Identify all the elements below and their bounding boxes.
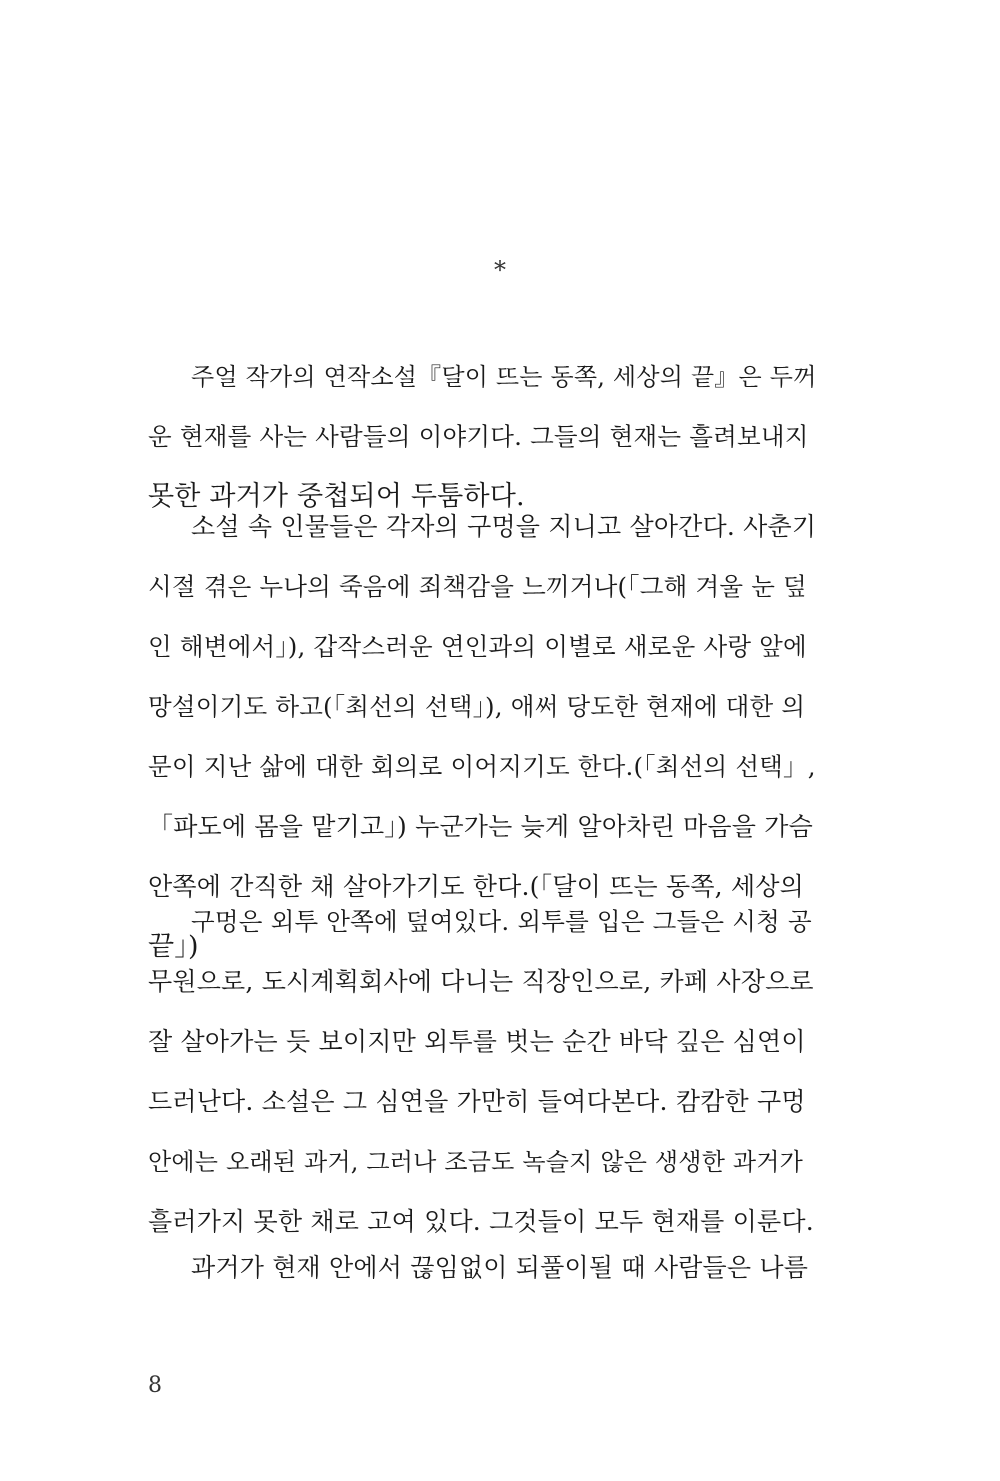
text-line: 소설 속 인물들은 각자의 구멍을 지니고 살아간다. 사춘기 [191,512,816,541]
text-line: 드러난다. 소설은 그 심연을 가만히 들여다본다. 캄캄한 구멍 [148,1087,806,1116]
text-line: 잘 살아가는 듯 보이지만 외투를 벗는 순간 바닥 깊은 심연이 [148,1027,806,1056]
text-line: 무원으로, 도시계획회사에 다니는 직장인으로, 카페 사장으로 [148,967,814,996]
text-line: 끝」) [148,931,199,962]
text-line: 인 해변에서」), 갑작스러운 연인과의 이별로 새로운 사랑 앞에 [148,632,807,661]
text-line: 주얼 작가의 연작소설『달이 뜨는 동쪽, 세상의 끝』은 두꺼 [191,363,816,391]
section-separator: * [494,256,506,284]
page-number: 8 [148,1373,162,1398]
text-line: 안쪽에 간직한 채 살아가기도 한다.(「달이 뜨는 동쪽, 세상의 [148,872,805,901]
paragraph-3 [148,892,816,1252]
text-line: 흘러가지 못한 채로 고여 있다. 그것들이 모두 현재를 이룬다. [148,1207,814,1236]
text-line: 운 현재를 사는 사람들의 이야기다. 그들의 현재는 흘려보내지 [148,422,809,451]
text-line: 망설이기도 하고(「최선의 선택」), 애써 당도한 현재에 대한 의 [148,692,806,721]
text-line: 못한 과거가 중첩되어 두툼하다. [148,481,525,512]
text-line: 구멍은 외투 안쪽에 덮여있다. 외투를 입은 그들은 시청 공 [191,907,812,936]
text-line: 과거가 현재 안에서 끊임없이 되풀이될 때 사람들은 나름 [191,1253,809,1282]
text-line: 문이 지난 삶에 대한 회의로 이어지기도 한다.(「최선의 선택」, [148,752,816,781]
text-line: 시절 겪은 누나의 죽음에 죄책감을 느끼거나(「그해 겨울 눈 덮 [148,572,807,601]
text-line: 안에는 오래된 과거, 그러나 조금도 녹슬지 않은 생생한 과거가 [148,1148,804,1176]
text-line: 「파도에 몸을 맡기고」) 누군가는 늦게 알아차린 마음을 가슴 [148,812,813,841]
paragraph-4 [148,1238,816,1298]
